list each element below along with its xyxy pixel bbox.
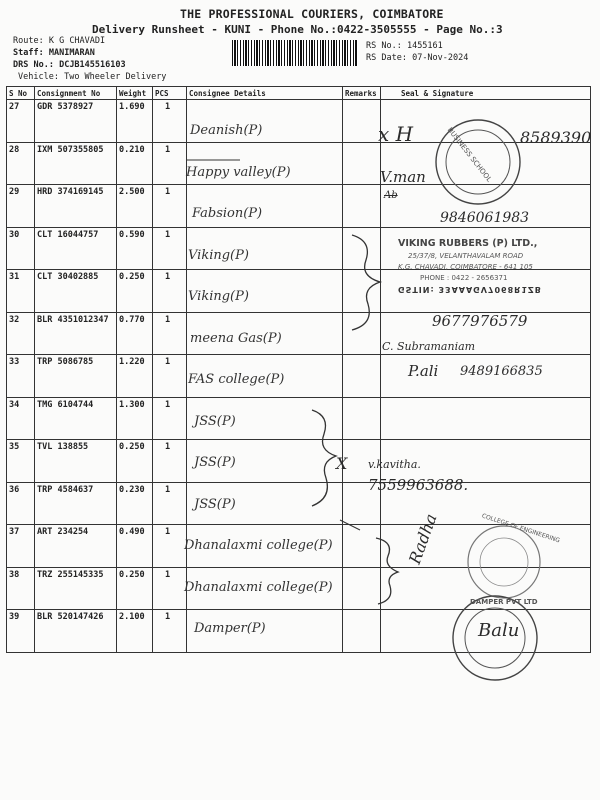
- pcs-cell: 1: [153, 397, 187, 440]
- pcs-cell: 1: [153, 142, 187, 185]
- consignee-handwriting-31: Viking(P): [188, 289, 249, 304]
- consignee-handwriting-32: meena Gas(P): [190, 330, 282, 346]
- vehicle-value: Two Wheeler Delivery: [64, 72, 167, 82]
- consignee-handwriting-38: Dhanalaxmi college(P): [184, 579, 333, 595]
- sno-cell: 35: [7, 440, 35, 483]
- sno-cell: 38: [7, 567, 35, 610]
- consignee-handwriting-35: JSS(P): [194, 455, 236, 470]
- weight-cell: 0.590: [117, 227, 153, 270]
- consignment-cell: GDR 5378927: [35, 100, 117, 143]
- weight-cell: 0.250: [117, 440, 153, 483]
- pcs-cell: 1: [153, 610, 187, 653]
- phone-27: 8589390: [520, 128, 592, 147]
- damper-seal-text: DAMPER PVT LTD: [470, 598, 538, 606]
- consignee-handwriting-39: Damper(P): [194, 621, 266, 636]
- weight-cell: 0.770: [117, 312, 153, 355]
- rs-date-value: 07-Nov-2024: [412, 53, 469, 63]
- col-pcs: PCS: [153, 87, 187, 100]
- weight-cell: 0.210: [117, 142, 153, 185]
- sno-cell: 30: [7, 227, 35, 270]
- consignee-handwriting-36: JSS(P): [194, 496, 236, 512]
- brace-jss: [312, 410, 336, 506]
- consignment-cell: CLT 16044757: [35, 227, 117, 270]
- college-seal-text: COLLEGE OF ENGINEERING: [480, 512, 561, 545]
- consignment-cell: BLR 4351012347: [35, 312, 117, 355]
- consignment-cell: ART 234254: [35, 525, 117, 568]
- consignment-cell: TRZ 255145335: [35, 567, 117, 610]
- pcs-cell: 1: [153, 355, 187, 398]
- weight-cell: 0.250: [117, 270, 153, 313]
- sno-cell: 28: [7, 142, 35, 185]
- signature-29: Ab: [384, 190, 398, 201]
- col-seal: Seal & Signature: [381, 87, 591, 100]
- rs-no-label: RS No.:: [366, 41, 402, 51]
- pcs-cell: 1: [153, 482, 187, 525]
- consignment-cell: CLT 30402885: [35, 270, 117, 313]
- sno-cell: 39: [7, 610, 35, 653]
- weight-cell: 1.300: [117, 397, 153, 440]
- signature-28: V.man: [380, 168, 426, 186]
- weight-cell: 1.690: [117, 100, 153, 143]
- consignment-cell: TRP 4584637: [35, 482, 117, 525]
- col-consignment: Consignment No: [35, 87, 117, 100]
- signature-27: x H: [378, 122, 414, 146]
- consignee-handwriting-33: FAS college(P): [188, 372, 285, 387]
- signature-39: Balu: [478, 620, 520, 641]
- pcs-cell: 1: [153, 312, 187, 355]
- viking-stamp-line2: 25/37/8, VELANTHAVALAM ROAD: [408, 252, 524, 260]
- document-title: THE PROFESSIONAL COURIERS, COIMBATORE: [180, 7, 444, 21]
- consignment-cell: IXM 507355805: [35, 142, 117, 185]
- signature-33: P.ali: [408, 362, 439, 380]
- sno-cell: 29: [7, 185, 35, 228]
- mark-35: X: [336, 454, 348, 473]
- weight-cell: 0.230: [117, 482, 153, 525]
- sno-cell: 27: [7, 100, 35, 143]
- drs-value: DCJB145516103: [59, 60, 126, 70]
- consignment-cell: TVL 138855: [35, 440, 117, 483]
- dash-37: [340, 520, 360, 530]
- rs-no-value: 1455161: [406, 41, 443, 51]
- weight-cell: 2.500: [117, 185, 153, 228]
- consignee-handwriting-28: Happy valley(P): [186, 164, 291, 180]
- college-seal-inner: [480, 538, 528, 586]
- school-seal-text: BUSINESS SCHOOL: [445, 126, 494, 184]
- viking-stamp-line1: VIKING RUBBERS (P) LTD.,: [398, 238, 538, 249]
- consignment-cell: BLR 520147426: [35, 610, 117, 653]
- pcs-cell: 1: [153, 567, 187, 610]
- pcs-cell: 1: [153, 100, 187, 143]
- weight-cell: 1.220: [117, 355, 153, 398]
- consignee-handwriting-34: JSS(P): [194, 413, 236, 429]
- rs-date-label: RS Date:: [366, 53, 407, 63]
- consignee-handwriting-37: Dhanalaxmi college(P): [184, 538, 333, 553]
- staff-value: MANIMARAN: [48, 48, 95, 58]
- college-seal-outer: [468, 526, 540, 598]
- phone-36: 7559963688.: [368, 476, 469, 494]
- document-subtitle: Delivery Runsheet - KUNI - Phone No.:0422-3505555 - Page No.:3: [92, 23, 503, 36]
- signature-35: v.kavitha.: [368, 458, 421, 471]
- vehicle-label: Vehicle:: [18, 72, 59, 82]
- consignee-handwriting-30: Viking(P): [188, 247, 249, 263]
- col-remarks: Remarks: [343, 87, 381, 100]
- consignment-cell: TMG 6104744: [35, 397, 117, 440]
- brace-viking: [352, 235, 380, 330]
- pcs-cell: 1: [153, 185, 187, 228]
- col-sno: S No: [7, 87, 35, 100]
- sno-cell: 33: [7, 355, 35, 398]
- sno-cell: 34: [7, 397, 35, 440]
- pcs-cell: 1: [153, 525, 187, 568]
- pcs-cell: 1: [153, 227, 187, 270]
- route-value: K G CHAVADI: [48, 36, 106, 46]
- col-consignee: Consignee Details: [187, 87, 343, 100]
- phone-33: 9489166835: [460, 364, 543, 379]
- phone-32: 9677976579: [432, 312, 528, 330]
- sno-cell: 31: [7, 270, 35, 313]
- weight-cell: 0.490: [117, 525, 153, 568]
- weight-cell: 2.100: [117, 610, 153, 653]
- weight-cell: 0.250: [117, 567, 153, 610]
- consignment-cell: TRP 5086785: [35, 355, 117, 398]
- consignment-cell: HRD 374169145: [35, 185, 117, 228]
- phone-29: 9846061983: [440, 210, 530, 226]
- viking-stamp-line4: PHONE : 0422 - 2656371: [420, 274, 508, 282]
- sno-cell: 32: [7, 312, 35, 355]
- consignee-handwriting-29: Fabsion(P): [192, 206, 263, 221]
- signature-38: Radha: [405, 511, 441, 567]
- route-label: Route:: [13, 36, 44, 46]
- brace-dhanalaxmi: [376, 538, 398, 604]
- viking-stamp-line3: K.G. CHAVADI, COIMBATORE - 641 105: [398, 263, 533, 271]
- pcs-cell: 1: [153, 440, 187, 483]
- staff-label: Staff:: [13, 48, 44, 58]
- sno-cell: 36: [7, 482, 35, 525]
- col-weight: Weight: [117, 87, 153, 100]
- signature-32: C. Subramaniam: [382, 340, 476, 353]
- sno-cell: 37: [7, 525, 35, 568]
- consignee-handwriting-27: Deanish(P): [190, 123, 263, 138]
- pcs-cell: 1: [153, 270, 187, 313]
- drs-label: DRS No.:: [13, 60, 54, 70]
- viking-stamp-gstin: GSTIN: 33AAAGV7068R1ZB: [398, 285, 542, 294]
